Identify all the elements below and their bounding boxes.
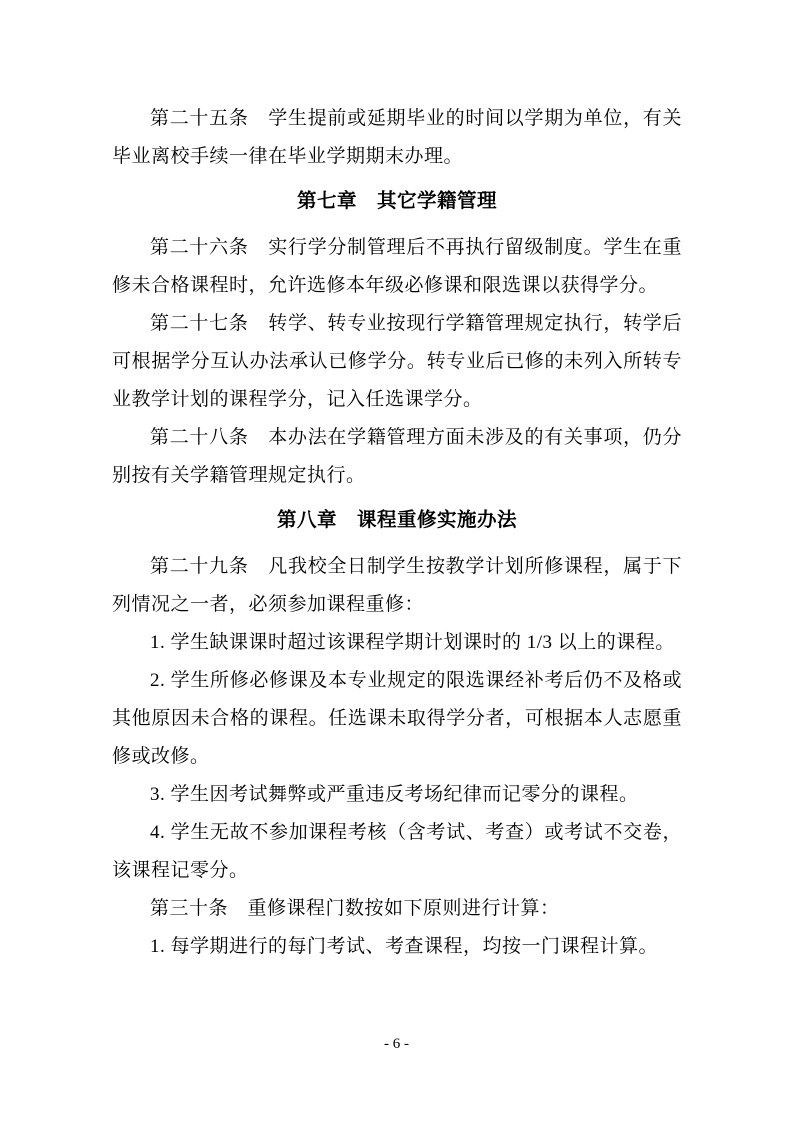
- paragraph-article-28: 第二十八条 本办法在学籍管理方面未涉及的有关事项，仍分别按有关学籍管理规定执行。: [112, 427, 682, 486]
- list-item-29-4: 4. 学生无故不参加课程考核（含考试、考查）或考试不交卷，该课程记零分。: [112, 822, 682, 881]
- list-item-29-3: 3. 学生因考试舞弊或严重违反考场纪律而记零分的课程。: [150, 784, 639, 805]
- paragraph-article-25: 第二十五条 学生提前或延期毕业的时间以学期为单位，有关毕业离校手续一律在毕业学期期末办理。: [112, 108, 682, 167]
- paragraph-article-27: 第二十七条 转学、转专业按现行学籍管理规定执行，转学后可根据学分互认办法承认已修学分。转专业后已修的未列入所转专业教学计划的课程学分，记入任选课学分。: [112, 313, 682, 410]
- list-item-29-1: 1. 学生缺课课时超过该课程学期计划课时的 1/3 以上的课程。: [150, 632, 675, 653]
- paragraph-article-30: 第三十条 重修课程门数按如下原则进行计算：: [150, 898, 560, 919]
- page-number: - 6 -: [384, 1036, 409, 1052]
- chapter-heading-7: 第七章 其它学籍管理: [296, 191, 497, 212]
- document-content: [112, 100, 682, 966]
- chapter-heading-8: 第八章 课程重修实施办法: [276, 510, 517, 531]
- list-item-29-2: 2. 学生所修必修课及本专业规定的限选课经补考后仍不及格或其他原因未合格的课程。任选课未取得学分者，可根据本人志愿重修或改修。: [112, 670, 682, 767]
- paragraph-article-26: 第二十六条 实行学分制管理后不再执行留级制度。学生在重修未合格课程时，允许选修本年级必修课和限选课以获得学分。: [112, 237, 682, 296]
- list-item-30-1: 1. 每学期进行的每门考试、考查课程，均按一门课程计算。: [150, 936, 659, 957]
- paragraph-article-29: 第二十九条 凡我校全日制学生按教学计划所修课程，属于下列情况之一者，必须参加课程重修：: [112, 556, 682, 615]
